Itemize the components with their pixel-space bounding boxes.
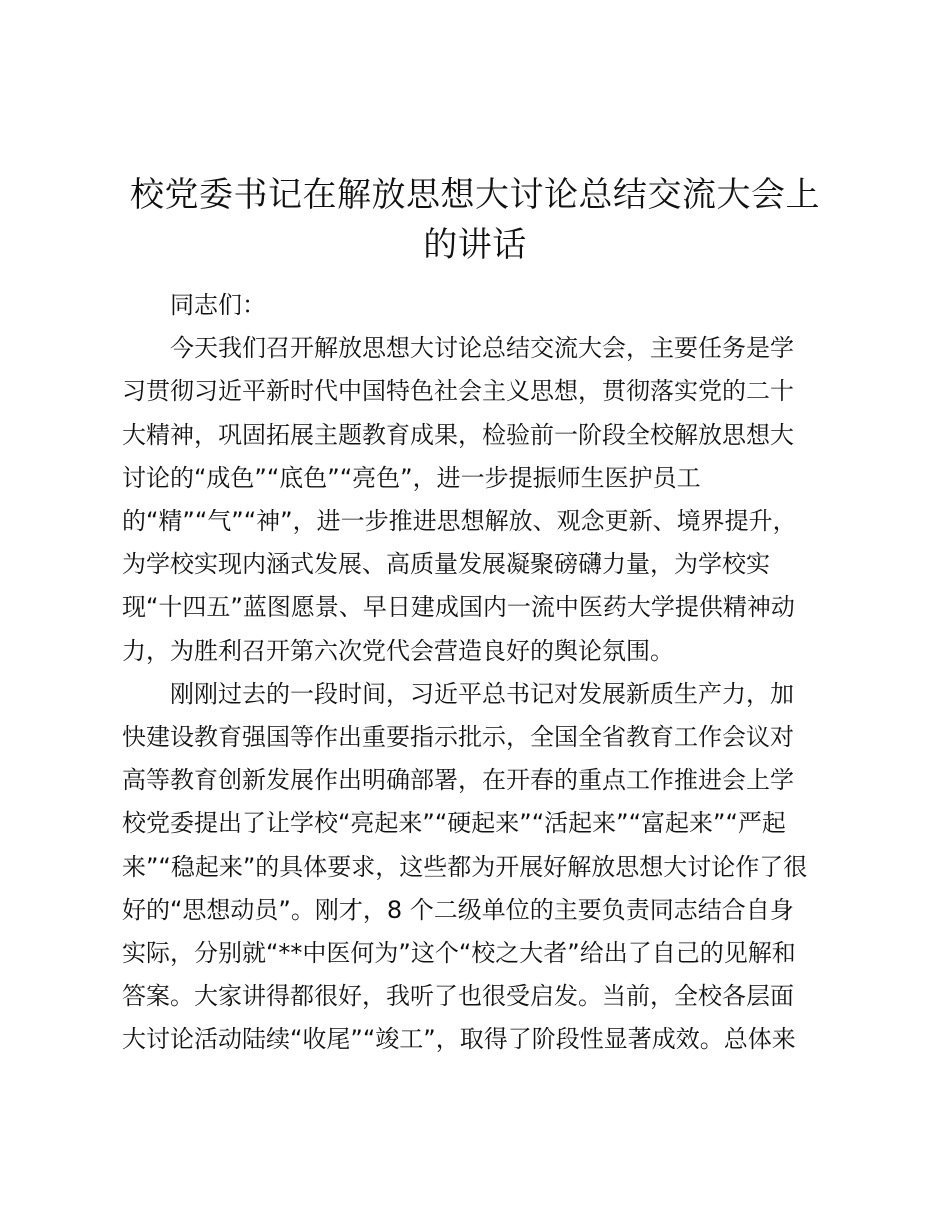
paragraph-2-line: 校党委提出了让学校“亮起来”“硬起来”“活起来”“富起来”“严起: [122, 809, 786, 838]
paragraph-1-line: 大精神，巩固拓展主题教育成果，检验前一阶段全校解放思想大: [122, 420, 794, 449]
document-title: [120, 170, 830, 270]
paragraph-2-line: 来”“稳起来”的具体要求，这些都为开展好解放思想大讨论作了很: [122, 852, 808, 881]
paragraph-2-line: 高等教育创新发展作出明确部署，在开春的重点工作推进会上学: [122, 766, 794, 795]
document-body: [122, 284, 834, 1062]
title-line-1: 校党委书记在解放思想大讨论总结交流大会上: [130, 175, 820, 215]
greeting: 同志们：: [170, 291, 266, 319]
paragraph-1-line: 现“十四五”蓝图愿景、早日建成国内一流中医药大学提供精神动: [122, 593, 795, 622]
paragraph-1-line: 习贯彻习近平新时代中国特色社会主义思想，贯彻落实党的二十: [122, 377, 794, 406]
paragraph-1-line: 讨论的“成色”“底色”“亮色”，进一步提振师生医护员工: [122, 463, 701, 492]
paragraph-2-line: 刚刚过去的一段时间，习近平总书记对发展新质生产力，加: [170, 679, 794, 708]
paragraph-1-line: 为学校实现内涵式发展、高质量发展凝聚磅礴力量，为学校实: [122, 550, 770, 579]
paragraph-1: [122, 327, 834, 673]
paragraph-2-line: 好的“思想动员”。刚才，8 个二级单位的主要负责同志结合自身: [122, 895, 794, 924]
paragraph-2-line: 大讨论活动陆续“收尾”“竣工”，取得了阶段性显著成效。总体来: [122, 1025, 796, 1054]
paragraph-2-line: 实际，分别就“**中医何为”这个“校之大者”给出了自己的见解和: [122, 939, 796, 968]
paragraph-1-line: 力，为胜利召开第六次党代会营造良好的舆论氛围。: [122, 636, 674, 665]
paragraph-1-line: 今天我们召开解放思想大讨论总结交流大会，主要任务是学: [170, 334, 794, 363]
paragraph-2-line: 快建设教育强国等作出重要指示批示，全国全省教育工作会议对: [122, 723, 794, 752]
title-line-2: 的讲话: [423, 225, 527, 265]
paragraph-2-line: 答案。大家讲得都很好，我听了也很受启发。当前，全校各层面: [122, 982, 794, 1011]
paragraph-2: [122, 673, 834, 1062]
paragraph-1-line: 的“精”“气”“神”，进一步推进思想解放、观念更新、境界提升，: [122, 507, 797, 536]
